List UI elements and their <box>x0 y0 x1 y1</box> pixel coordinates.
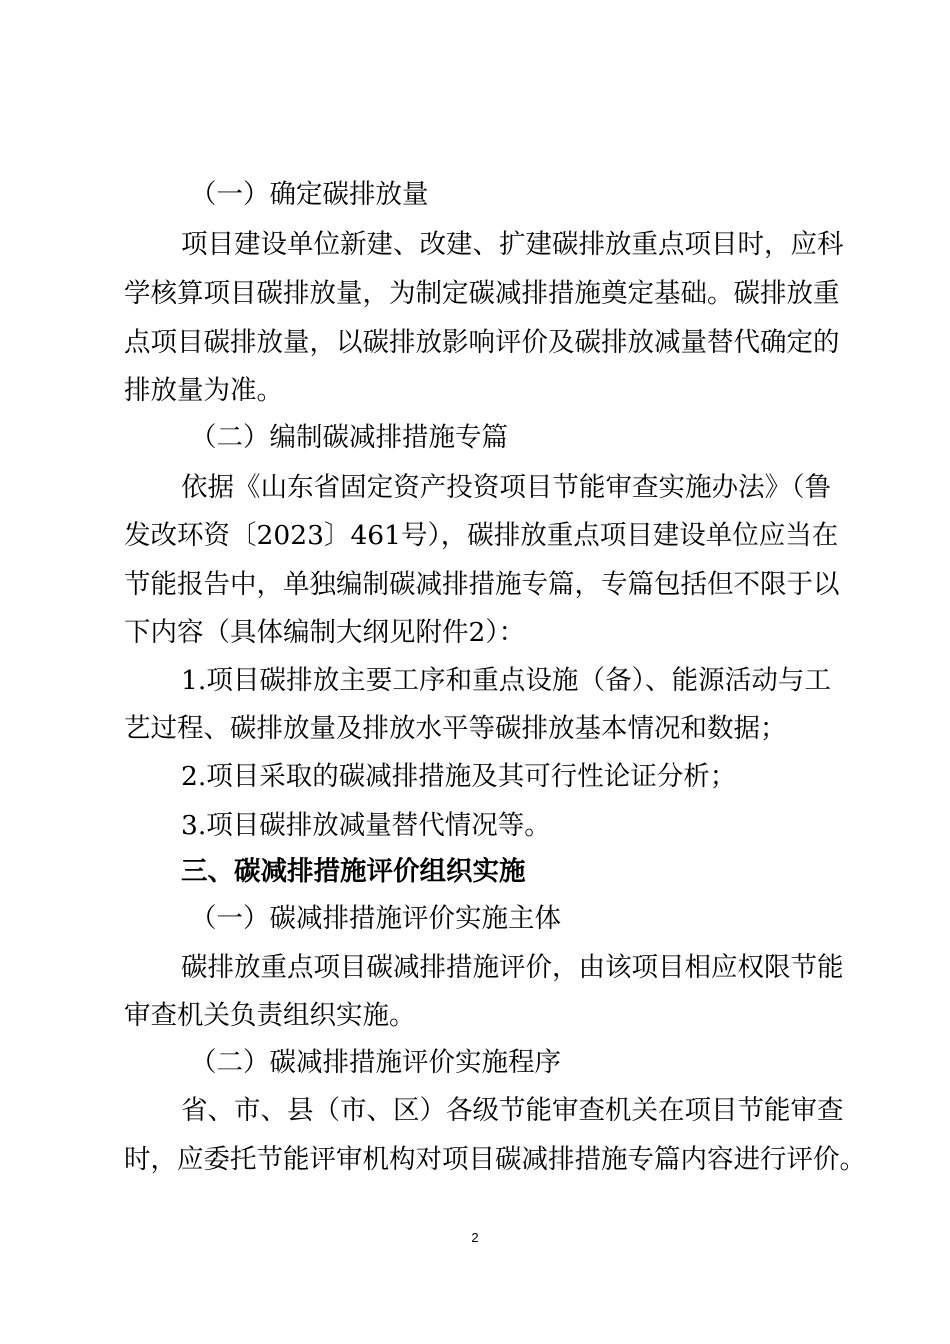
section-heading: （二）编制碳减排措施专篇 <box>190 422 508 453</box>
subsection-heading: （二）碳减排措施评价实施程序 <box>190 1047 561 1078</box>
paragraph-line: 发改环资〔2023〕461号），碳排放重点项目建设单位应当在 <box>124 520 839 551</box>
list-item: 2.项目采取的碳减排措施及其可行性论证分析； <box>181 761 737 792</box>
paragraph-line: 碳排放重点项目碳减排措施评价，由该项目相应权限节能 <box>181 952 844 983</box>
section-heading: （一）确定碳排放量 <box>190 179 429 210</box>
paragraph-line: 项目建设单位新建、改建、扩建碳排放重点项目时，应科 <box>181 229 844 260</box>
list-item: 艺过程、碳排放量及排放水平等碳排放基本情况和数据； <box>124 713 787 744</box>
paragraph-line: 节能报告中，单独编制碳减排措施专篇，专篇包括但不限于以 <box>124 569 840 600</box>
list-item: 1.项目碳排放主要工序和重点设施（备）、能源活动与工 <box>181 665 831 696</box>
paragraph-line: 下内容（具体编制大纲见附件2）： <box>124 617 526 648</box>
paragraph-line: 时，应委托节能评审机构对项目碳减排措施专篇内容进行评价。 <box>124 1144 866 1175</box>
paragraph-line: 审查机关负责组织实施。 <box>124 1000 416 1031</box>
part-heading: 三、碳减排措施评价组织实施 <box>181 856 526 887</box>
page-number: 2 <box>471 1230 479 1245</box>
paragraph-line: 依据《山东省固定资产投资项目节能审查实施办法》（鲁 <box>181 472 831 503</box>
paragraph-line: 排放量为准。 <box>124 375 283 406</box>
paragraph-line: 学核算项目碳排放量，为制定碳减排措施奠定基础。碳排放重 <box>124 278 840 309</box>
subsection-heading: （一）碳减排措施评价实施主体 <box>190 903 561 934</box>
paragraph-line: 省、市、县（市、区）各级节能审查机关在项目节能审查 <box>181 1095 844 1126</box>
list-item: 3.项目碳排放减量替代情况等。 <box>181 810 551 841</box>
paragraph-line: 点项目碳排放量，以碳排放影响评价及碳排放减量替代确定的 <box>124 327 840 358</box>
